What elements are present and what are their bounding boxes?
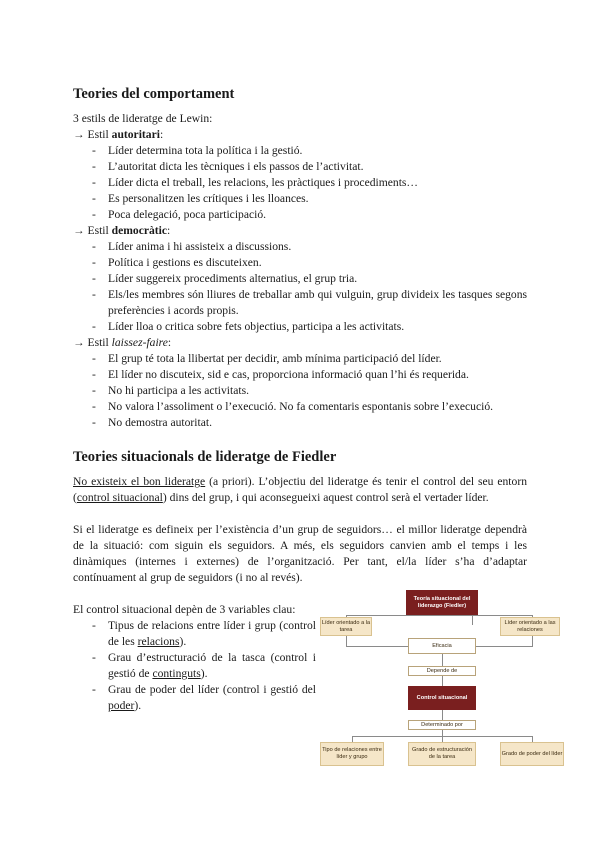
variable-relations: Tipus de relacions entre líder i grup (control de les relacions). xyxy=(108,619,316,648)
style-heading-laissez-faire: → Estil laissez-faire: xyxy=(73,336,172,349)
list-item: El líder no discuteix, sid e cas, proporciona informació quan l’hi és requerida. xyxy=(108,368,469,381)
list-item: El grup té tota la llibertat per decidir, amb mínima participació del líder. xyxy=(108,352,442,365)
list-item: Poca delegació, poca participació. xyxy=(108,208,267,221)
diagram-task-structure-box: Grado de estructuración de la tarea xyxy=(408,742,476,766)
list-item: Líder suggereix procediments alternatius, el grup tria. xyxy=(108,272,358,285)
diagram-power-box: Grado de poder del líder xyxy=(500,742,564,766)
variable-power: Grau de poder del líder (control i gestió del poder). xyxy=(108,683,316,712)
list-item: No hi participa a les activitats. xyxy=(108,384,250,397)
paragraph-control: No existeix el bon lideratge (a priori). L’objectiu del lideratge és tenir el control del seu entorn (control situacional) dins del grup, i qui aconsegueixi aquest control serà el vertader líder. xyxy=(73,475,527,504)
diagram-relations-type-box: Tipo de relaciones entre líder y grupo xyxy=(320,742,384,766)
paragraph-followers: Si el lideratge es defineix per l’existència d’un grup de seguidors… el millor lideratge dependrà de la situació: com siguin els seguidors. A més, els seguidors canvien amb el temps i les dinàmiques (internes i externes) de l’organització. Per tant, el/la líder s’ha d’adaptar contínuament al grup de seguidors (i no al revés). xyxy=(73,523,527,584)
list-item: L’autoritat dicta les tècniques i els passos de l’activitat. xyxy=(108,160,364,173)
list-item: Política i gestions es discuteixen. xyxy=(108,256,262,269)
section-title-behaviour: Teories del comportament xyxy=(73,86,235,102)
diagram-task-leader-box: Líder orientado a la tarea xyxy=(320,617,372,636)
diagram-determinado-box: Determinado por xyxy=(408,720,476,730)
list-item: Líder lloa o critica sobre fets objectius, participa a les activitats. xyxy=(108,320,405,333)
intro-line: 3 estils de lideratge de Lewin: xyxy=(73,112,213,125)
list-item: Líder anima i hi assisteix a discussions. xyxy=(108,240,292,253)
list-item: Es personalitzen les crítiques i les lloances. xyxy=(108,192,309,205)
diagram-eficacia-box: Eficacia xyxy=(408,638,476,654)
diagram-control-box: Control situacional xyxy=(408,686,476,710)
list-item: No valora l’assoliment o l’execució. No fa comentaris espontanis sobre l’execució. xyxy=(108,400,494,413)
variable-task: Grau d’estructuració de la tasca (control i gestió de continguts). xyxy=(108,651,316,680)
list-item: Els/les membres són lliures de treballar amb qui vulguin, grup divideix les tasques segons preferències i acords propis. xyxy=(108,288,527,317)
list-item: No demostra autoritat. xyxy=(108,416,212,429)
style-heading-authoritarian: → Estil autoritari: xyxy=(73,128,164,141)
control-intro: El control situacional depèn de 3 variables clau: xyxy=(73,603,296,616)
diagram-top-box: Teoría situacional del liderazgo (Fiedler) xyxy=(406,590,478,615)
list-item: Líder dicta el treball, les relacions, les pràctiques i procediments… xyxy=(108,176,419,189)
diagram-relations-leader-box: Líder orientado a las relaciones xyxy=(500,617,560,636)
diagram-depende-box: Depende de xyxy=(408,666,476,676)
list-item: Líder determina tota la política i la gestió. xyxy=(108,144,303,157)
section-title-fiedler: Teories situacionals de lideratge de Fiedler xyxy=(73,449,337,465)
style-heading-democratic: → Estil democràtic: xyxy=(73,224,171,237)
